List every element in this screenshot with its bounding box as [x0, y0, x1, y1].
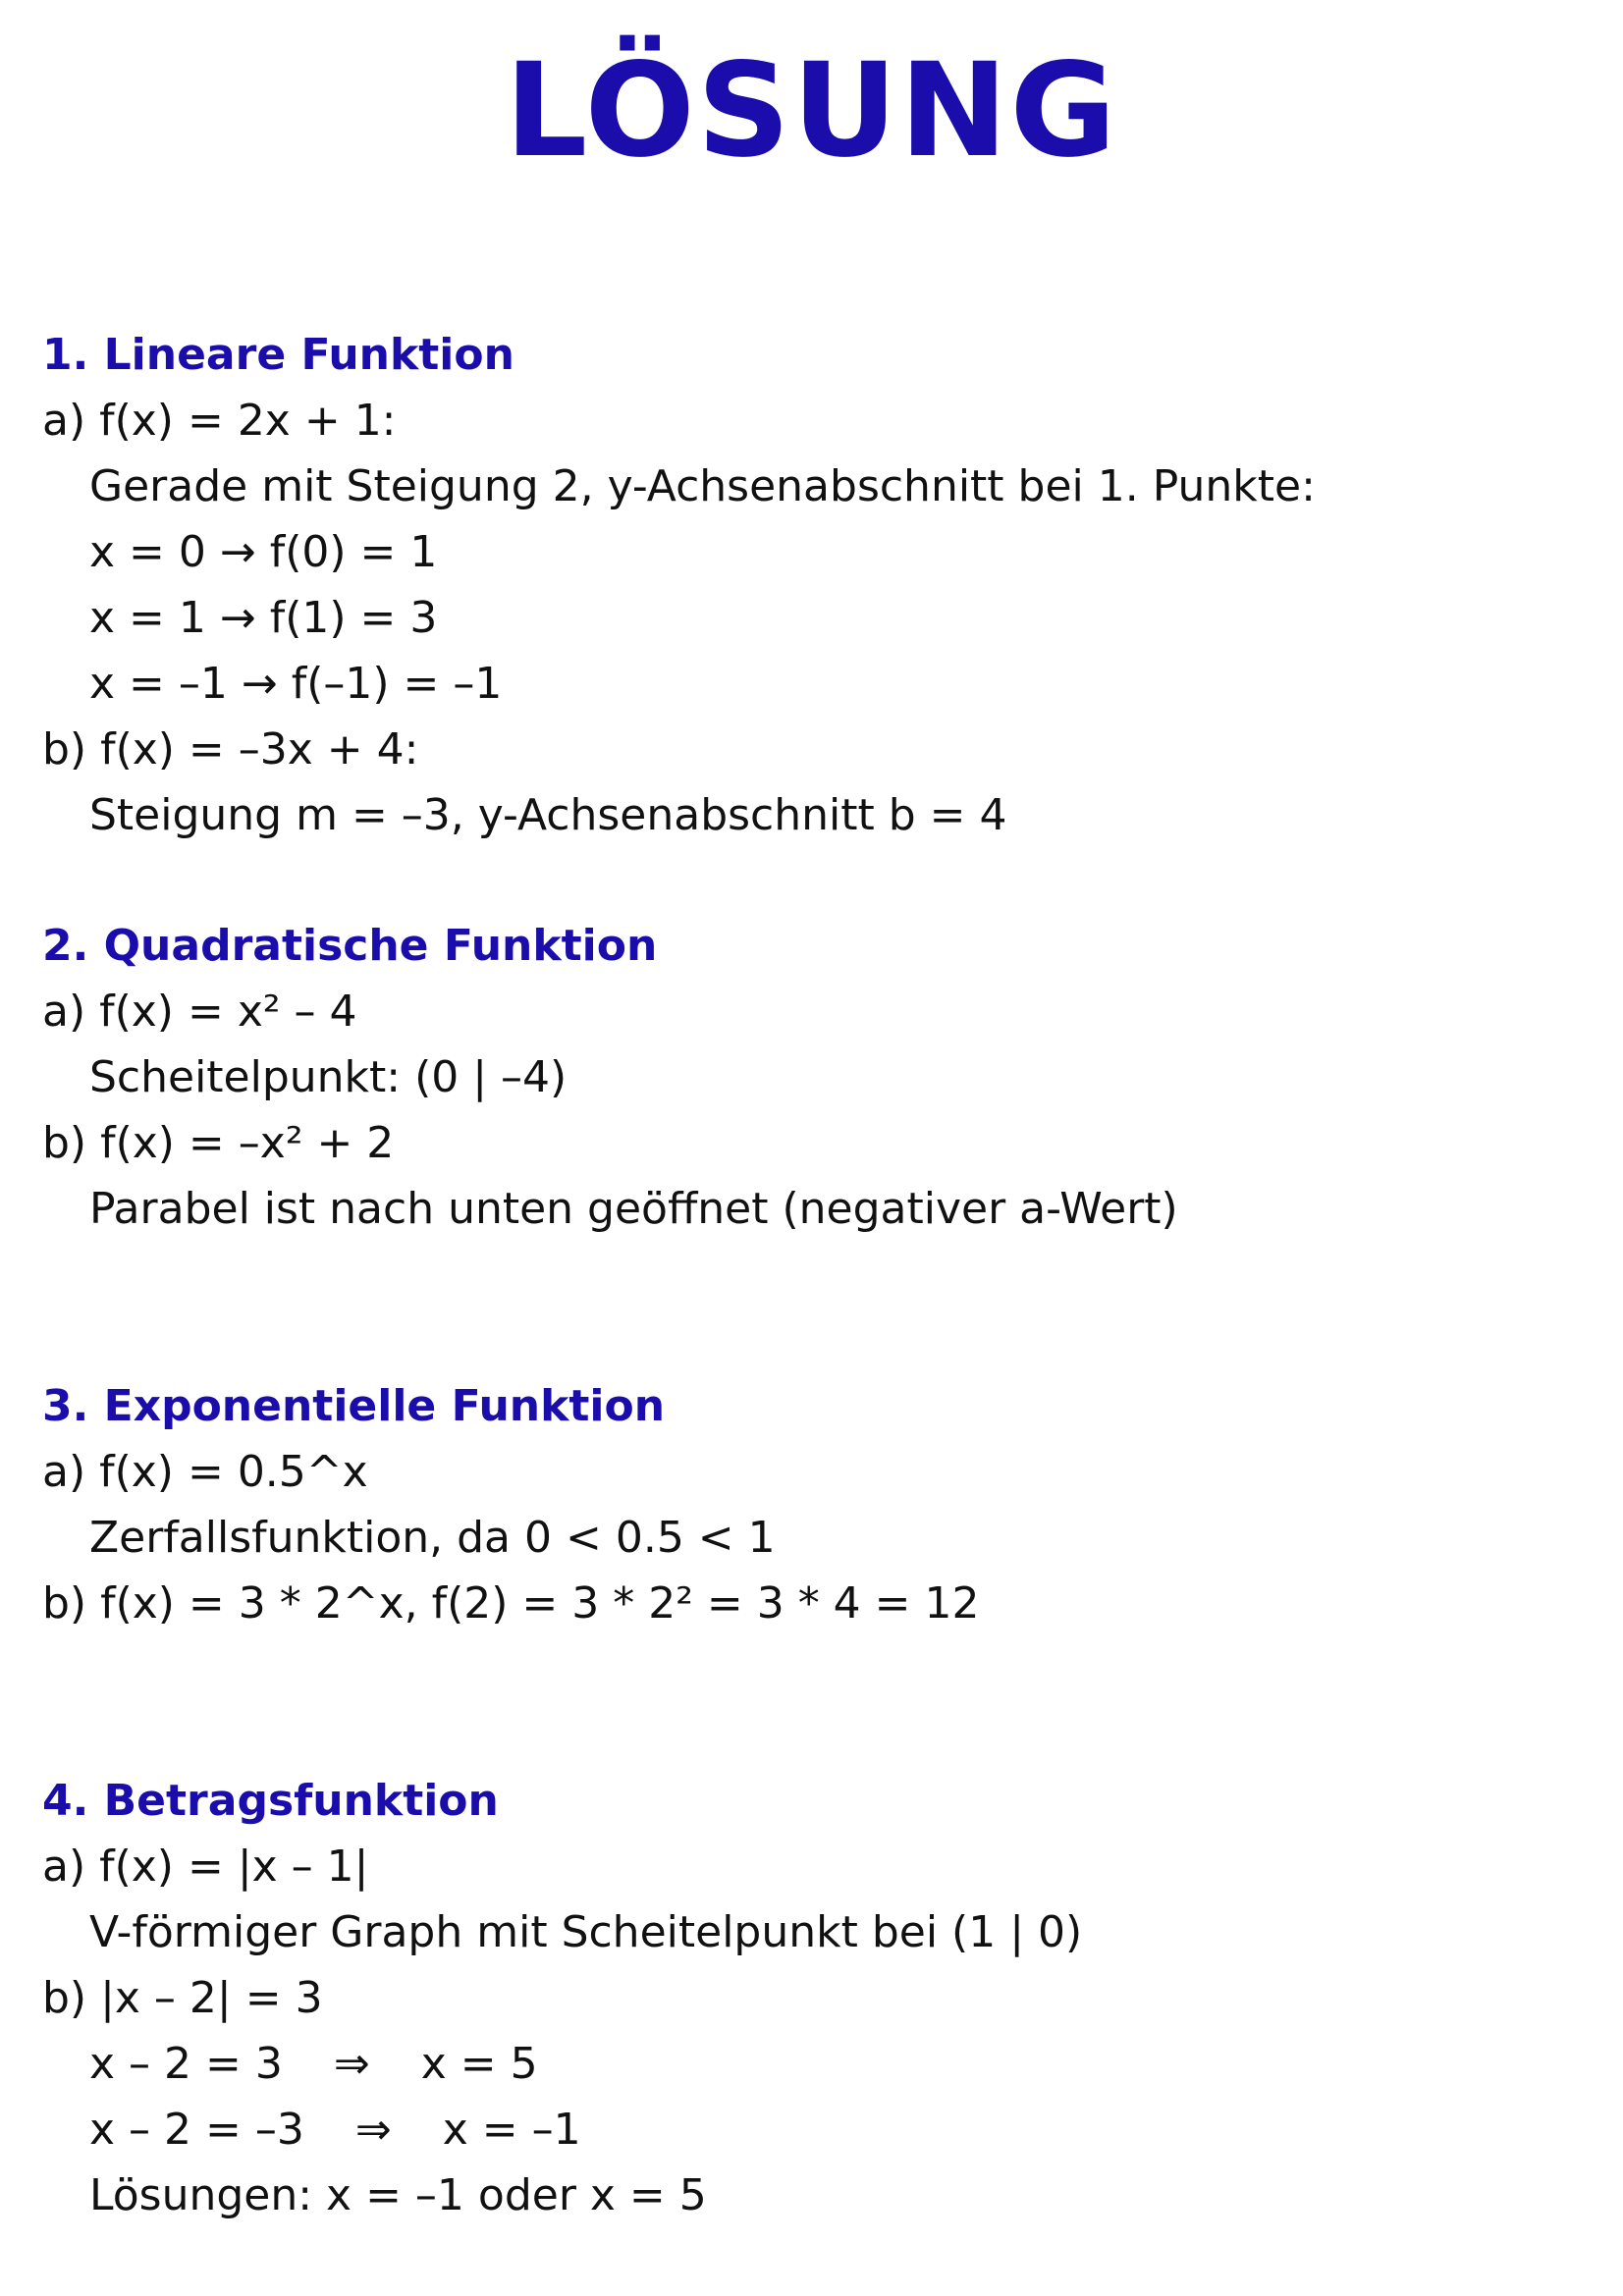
- explanation-line: V-förmiger Graph mit Scheitelpunkt bei (1 | 0): [89, 1907, 1083, 1957]
- task-b-line: b) f(x) = –x² + 2: [42, 1118, 395, 1168]
- equation-left: x – 2 = –3: [89, 2105, 304, 2155]
- task-a-line: a) f(x) = 2x + 1:: [42, 396, 397, 446]
- section-heading: 1. Lineare Funktion: [42, 330, 514, 380]
- section-heading: 3. Exponentielle Funktion: [42, 1381, 666, 1431]
- point-line: x = 0 → f(0) = 1: [89, 527, 438, 577]
- task-b-line: b) |x – 2| = 3: [42, 1973, 323, 2023]
- equation-right: x = 5: [420, 2039, 538, 2089]
- task-a-line: a) f(x) = x² – 4: [42, 987, 357, 1037]
- explanation-line: Gerade mit Steigung 2, y-Achsenabschnitt bei 1. Punkte:: [89, 461, 1316, 511]
- section-quadratic-function: [42, 913, 1574, 1242]
- explanation-line: Parabel ist nach unten geöffnet (negativer a-Wert): [89, 1184, 1178, 1234]
- task-b-line: b) f(x) = 3 * 2^x, f(2) = 3 * 2² = 3 * 4 = 12: [42, 1578, 980, 1629]
- page-title: LÖSUNG: [505, 35, 1118, 187]
- point-line: x = –1 → f(–1) = –1: [89, 659, 503, 709]
- task-a-line: a) f(x) = 0.5^x: [42, 1447, 368, 1497]
- implies-arrow-icon: ⇒: [354, 2105, 392, 2155]
- section-exponential-function: [42, 1373, 1574, 1636]
- explanation-line: Zerfallsfunktion, da 0 < 0.5 < 1: [89, 1513, 776, 1563]
- task-b-line: b) f(x) = –3x + 4:: [42, 724, 419, 774]
- explanation-line: Steigung m = –3, y-Achsenabschnitt b = 4: [89, 790, 1007, 840]
- solution-line: Lösungen: x = –1 oder x = 5: [89, 2170, 707, 2220]
- equation-line: [42, 2097, 1574, 2163]
- task-a-line: a) f(x) = |x – 1|: [42, 1842, 369, 1892]
- equation-right: x = –1: [442, 2105, 581, 2155]
- equation-left: x – 2 = 3: [89, 2039, 283, 2089]
- section-heading: 4. Betragsfunktion: [42, 1776, 499, 1826]
- explanation-line: Scheitelpunkt: (0 | –4): [89, 1052, 568, 1102]
- section-absolute-value-function: [42, 1768, 1574, 2228]
- implies-arrow-icon: ⇒: [333, 2039, 370, 2089]
- point-line: x = 1 → f(1) = 3: [89, 593, 438, 643]
- section-linear-function: [42, 322, 1574, 848]
- equation-line: [42, 2031, 1574, 2097]
- section-heading: 2. Quadratische Funktion: [42, 921, 658, 971]
